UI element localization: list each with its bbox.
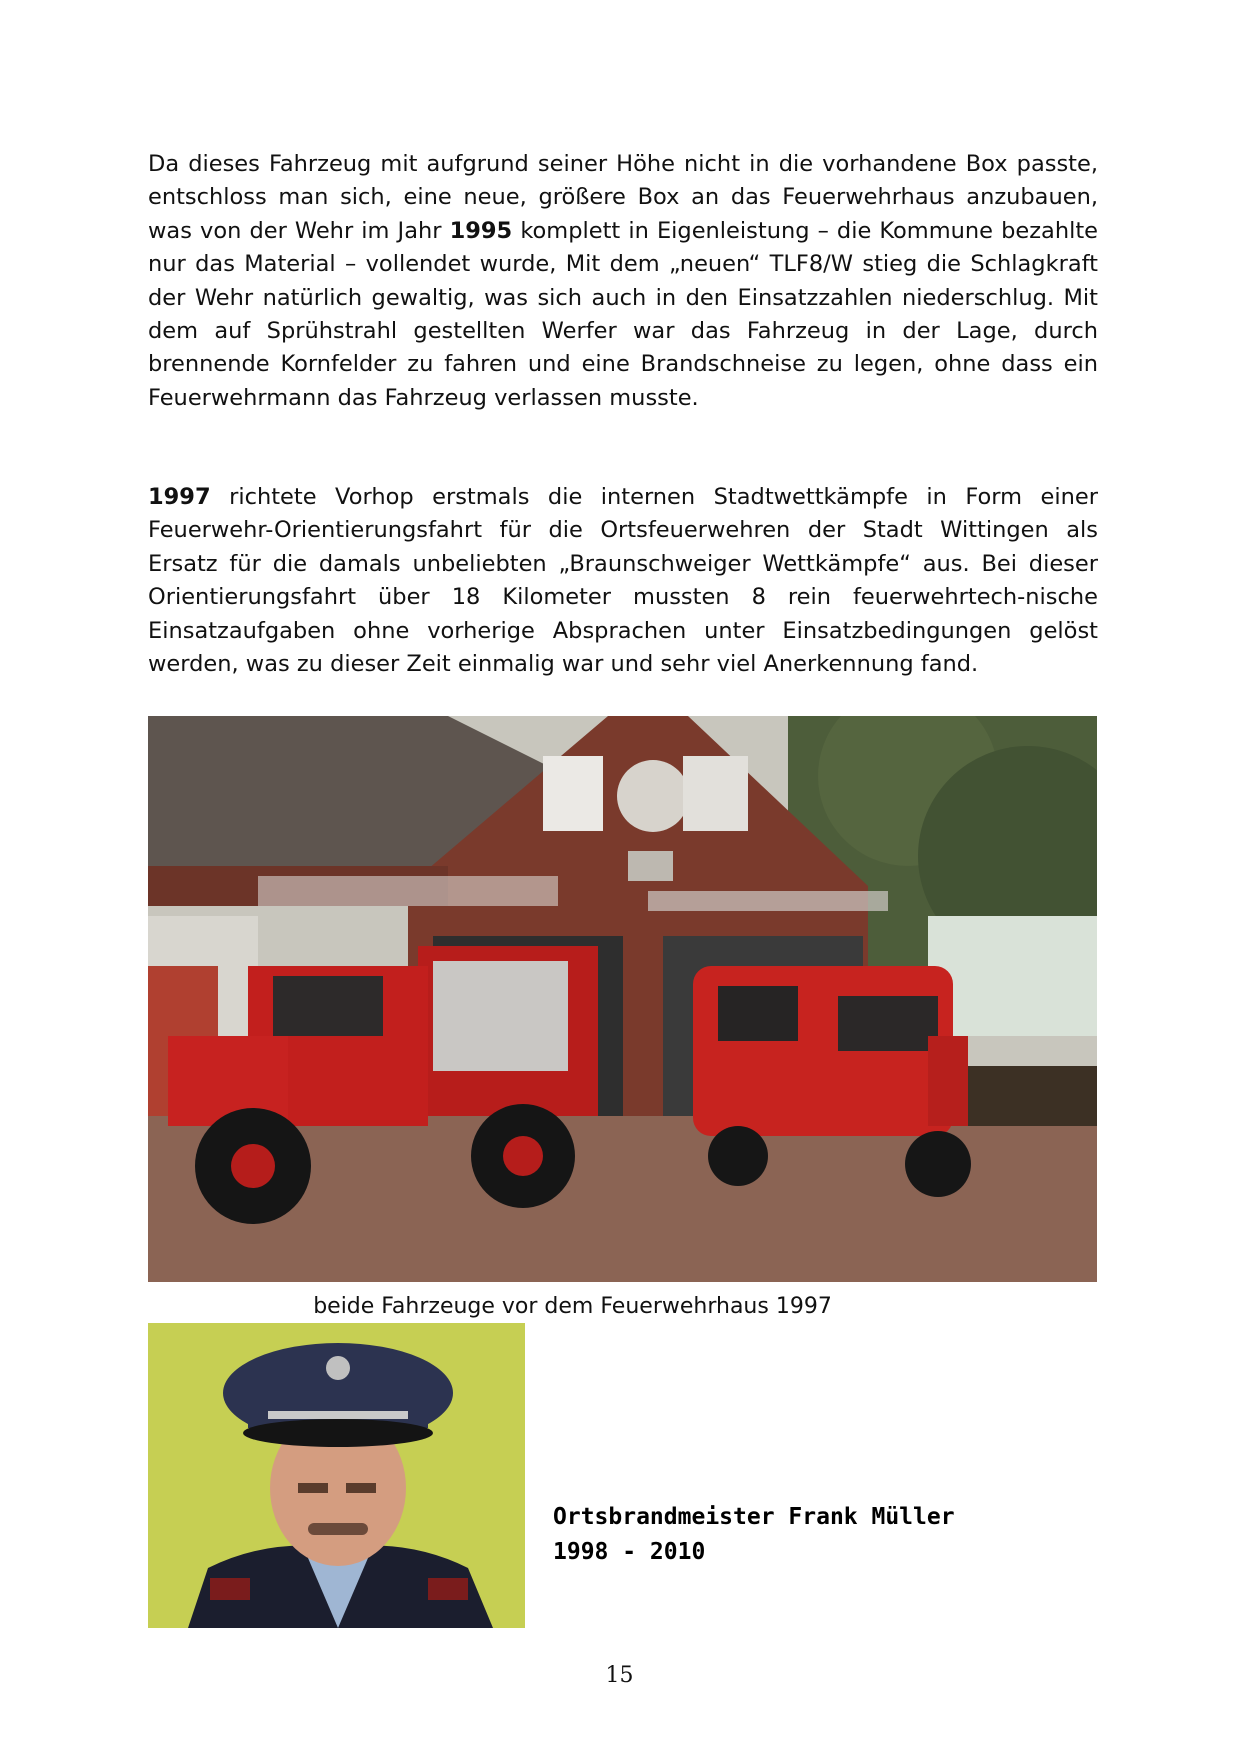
portrait-name: Ortsbrandmeister Frank Müller (553, 1504, 955, 1530)
fire-trucks-photo (148, 716, 1097, 1282)
year-1995: 1995 (449, 217, 513, 244)
page-number: 15 (605, 1663, 634, 1688)
paragraph-text: Da dieses Fahrzeug mit aufgrund seiner Höhe nicht in die vorhandene Box passte, entschloss man sich, eine neue, größere Box an das Feuerwehrhaus anzubauen, was von der Wehr im Jahr (148, 151, 1098, 244)
paragraph-text: richtete Vorhop erstmals die internen Stadtwettkämpfe in Form einer Feuerwehr-Orientierungsfahrt für die Ortsfeuerwehren der Stadt Wittingen als Ersatz für die damals unbeliebten „Braunschweiger Wettkämpfe“ aus. Bei dieser Orientierungsfahrt über 18 Kilometer mussten 8 rein feuerwehrtech-nische Einsatzaufgaben ohne vorherige Absprachen unter Einsatzbedingungen gelöst werden, was zu dieser Zeit einmalig war und sehr viel Anerkennung fand. (148, 484, 1098, 678)
paragraph-orientation-drive (148, 481, 1098, 681)
caption-text: beide Fahrzeuge vor dem Feuerwehrhaus 1997 (313, 1294, 832, 1319)
photo-caption (148, 1294, 1097, 1319)
portrait-photo (148, 1323, 525, 1628)
year-1997: 1997 (148, 484, 211, 510)
paragraph-text: komplett in Eigenleistung – die Kommune bezahlte nur das Material – vollendet wurde, Mit dem „neuen“ TLF8/W stieg die Schlagkraft der Wehr natürlich gewaltig, was sich auch in den Einsatzzahlen niederschlug. Mit dem auf Sprühstrahl gestellten Werfer war das Fahrzeug in der Lage, durch brennende Kornfelder zu fahren und eine Brandschneise zu legen, ohne dass ein Feuerwehrmann das Fahrzeug verlassen musste. (148, 217, 1098, 411)
paragraph-vehicle-box (148, 148, 1098, 415)
portrait-years: 1998 - 2010 (553, 1539, 706, 1565)
